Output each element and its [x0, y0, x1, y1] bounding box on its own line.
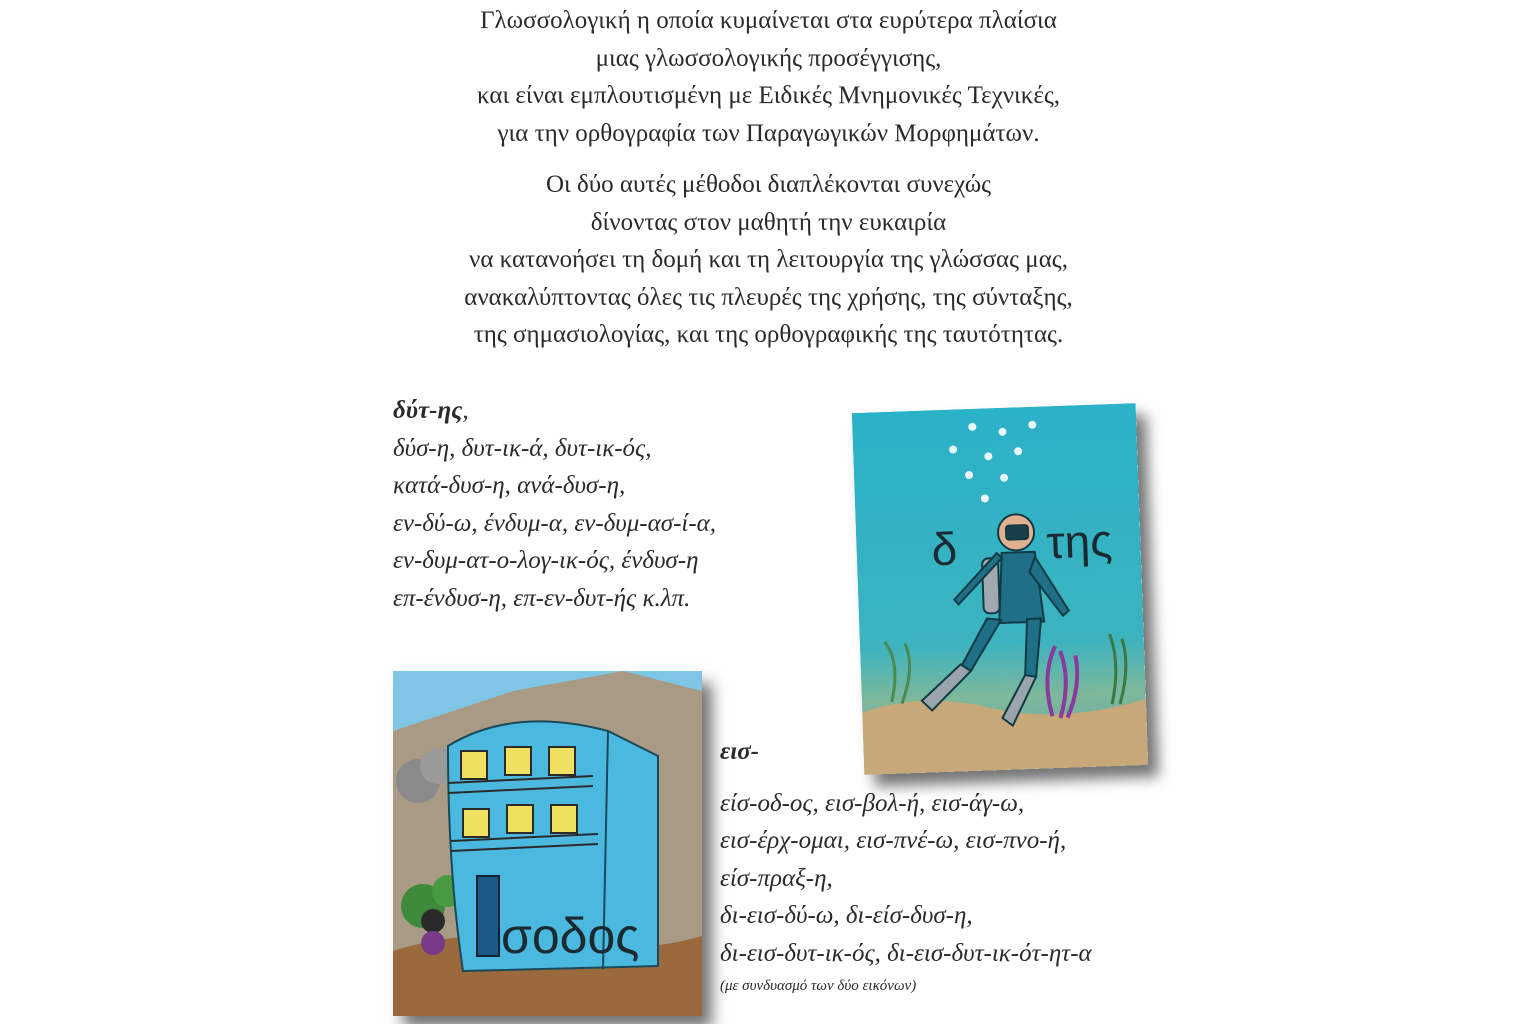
word-line: κατά-δυσ-η, ανά-δυσ-η,: [393, 472, 626, 499]
intro-line: της σημασιολογίας, και της ορθογραφικής της ταυτότητας.: [473, 321, 1064, 348]
intro-line: ανακαλύπτοντας όλες τις πλευρές της χρήσης, της σύνταξης,: [464, 283, 1073, 311]
building-word: σοδος: [501, 908, 640, 964]
intro-line: για την ορθογραφία των Παραγωγικών Μορφημάτων.: [497, 119, 1040, 147]
intro-line: δίνοντας στον μαθητή την ευκαιρία: [590, 208, 947, 236]
heading-word: δύτ-ης: [393, 397, 463, 424]
word-line: δι-εισ-δυτ-ικ-ός, δι-εισ-δυτ-ικ-ότ-ητ-α: [720, 939, 1092, 967]
diver-word-right: της: [1045, 514, 1114, 569]
word-line: είσ-πραξ-η,: [720, 864, 833, 892]
word-line: είσ-οδ-ος, εισ-βολ-ή, εισ-άγ-ω,: [720, 789, 1025, 817]
intro-paragraph-1: [0, 2, 1537, 152]
diver-picture: [852, 403, 1148, 775]
word-family-dytis: [393, 392, 716, 617]
diver-illustration: [852, 403, 1148, 775]
word-line: δύσ-η, δυτ-ικ-ά, δυτ-ικ-ός,: [393, 434, 652, 462]
word-line: εισ-έρχ-ομαι, εισ-πνέ-ω, εισ-πνο-ή,: [720, 827, 1067, 854]
building-picture: [393, 671, 702, 1016]
word-line: εν-δυμ-ατ-ο-λογ-ικ-ός, ένδυσ-η: [393, 547, 699, 574]
intro-line: μιας γλωσσολογικής προσέγγισης,: [595, 44, 942, 72]
word-line: επ-ένδυσ-η, επ-εν-δυτ-ής κ.λπ.: [393, 584, 691, 612]
intro-line: Γλωσσολογική η οποία κυμαίνεται στα ευρύτερα πλαίσια: [480, 7, 1057, 34]
word-list: [720, 785, 1092, 973]
word-family-heading: εισ-: [720, 738, 760, 765]
building-illustration: [393, 671, 702, 1016]
intro-line: και είναι εμπλουτισμένη με Ειδικές Μνημονικές Τεχνικές,: [476, 82, 1060, 109]
combination-note: (με συνδυασμό των δύο εικόνων): [720, 978, 917, 994]
intro-text: [0, 2, 1537, 354]
diver-word-left: δ: [930, 522, 959, 576]
heading-punctuation: ,: [462, 397, 469, 424]
intro-line: να κατανοήσει τη δομή και τη λειτουργία της γλώσσας μας,: [469, 246, 1068, 273]
intro-line: Οι δύο αυτές μέθοδοι διαπλέκονται συνεχώς: [545, 171, 992, 198]
word-line: δι-εισ-δύ-ω, δι-είσ-δυσ-η,: [720, 902, 973, 929]
intro-paragraph-2: [0, 166, 1537, 354]
word-line: εν-δύ-ω, ένδυμ-α, εν-δυμ-ασ-ί-α,: [393, 509, 717, 537]
word-family-heading: [393, 392, 716, 430]
